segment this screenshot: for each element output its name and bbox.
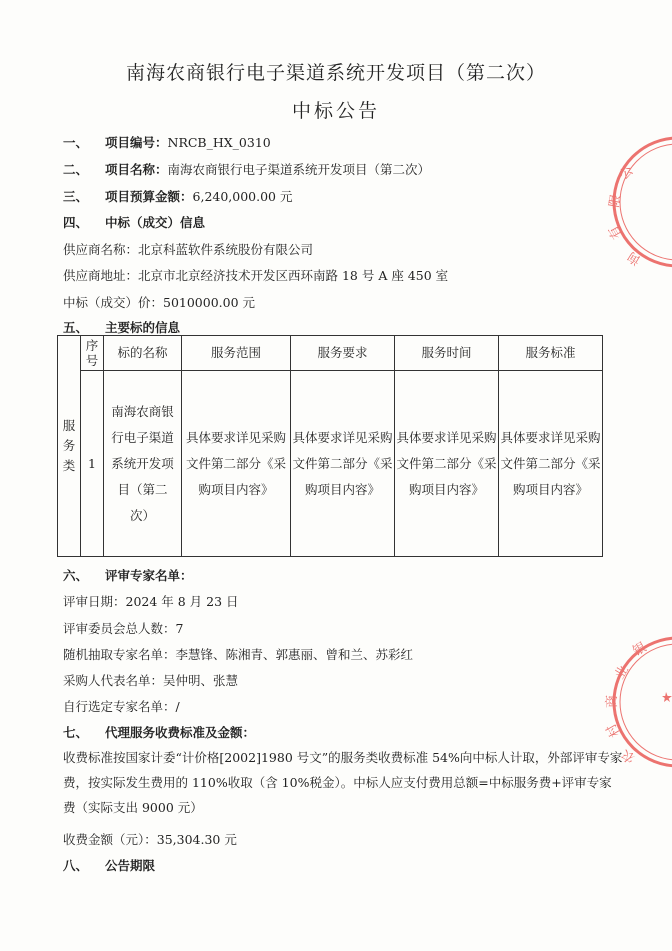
svg-text:村: 村 (603, 720, 624, 740)
row-item-name: 南海农商银行电子渠道系统开发项目（第二次） (104, 371, 182, 557)
svg-text:农: 农 (619, 746, 638, 766)
section-2-row (105, 160, 430, 178)
header-standard: 服务标准 (499, 336, 603, 371)
agency-fee-heading: 代理服务收费标准及金额： (105, 725, 256, 740)
buyer-representatives: 采购人代表名单：吴仲明、张慧 (63, 673, 239, 688)
review-experts-heading: 评审专家名单： (105, 568, 193, 583)
row-time: 具体要求详见采购文件第二部分《采购项目内容》 (395, 371, 499, 557)
document-subtitle: 中标公告 (291, 100, 380, 122)
section-7-number: 七、 (63, 725, 89, 740)
header-item-name: 标的名称 (104, 336, 182, 371)
self-selected-experts: 自行选定专家名单：/ (63, 699, 180, 714)
section-5-number: 五、 (63, 320, 89, 335)
header-time: 服务时间 (395, 336, 499, 371)
review-count: 评审委员会总人数：7 (63, 621, 184, 636)
svg-text:公: 公 (616, 163, 637, 184)
section-1-number: 一、 (63, 135, 89, 150)
section-8-number: 八、 (63, 858, 89, 873)
company-seal-top (606, 130, 672, 280)
project-name-value: 南海农商银行电子渠道系统开发项目（第二次） (167, 162, 431, 177)
project-number-label: 项目编号： (105, 135, 168, 150)
section-2-number: 二、 (63, 162, 89, 177)
budget-value: 6,240,000.00 元 (192, 189, 293, 204)
review-date: 评审日期：2024 年 8 月 23 日 (63, 594, 239, 609)
header-scope: 服务范围 (182, 336, 291, 371)
header-index: 序号 (81, 336, 104, 371)
section-3-number: 三、 (63, 189, 89, 204)
svg-text:银: 银 (630, 639, 650, 660)
svg-text:限: 限 (607, 193, 625, 209)
project-number-value: NRCB_HX_0310 (167, 135, 271, 150)
supplier-address: 供应商地址：北京市北京经济技术开发区西环南路 18 号 A 座 450 室 (63, 268, 449, 283)
fee-paragraph: 收费标准按国家计委“计价格[2002]1980 号文”的服务类收费标准 54%向中标人计取，外部评审专家费，按实际发生费用的 110%收取（含 10%税金）。中标人应支付费用总额=中标服务费+评审专家费（实际支出 9000 元） (63, 750, 623, 815)
category-cell: 服务类 (58, 336, 81, 557)
svg-text:商: 商 (605, 694, 620, 708)
supplier-name: 供应商名称：北京科蓝软件系统股份有限公司 (63, 242, 314, 257)
row-index: 1 (81, 371, 104, 557)
row-standard: 具体要求详见采购文件第二部分《采购项目内容》 (499, 371, 603, 557)
table-header-row (58, 336, 603, 371)
table-row (58, 371, 603, 557)
bank-seal-bottom (603, 628, 672, 778)
svg-text:询: 询 (625, 248, 644, 268)
project-name-label: 项目名称： (105, 162, 168, 177)
header-requirement: 服务要求 (291, 336, 395, 371)
winning-price: 中标（成交）价：5010000.00 元 (63, 295, 256, 310)
row-requirement: 具体要求详见采购文件第二部分《采购项目内容》 (291, 371, 395, 557)
main-item-heading: 主要标的信息 (105, 320, 181, 335)
document-title: 南海农商银行电子渠道系统开发项目（第二次） (125, 62, 546, 84)
fee-amount: 收费金额（元）：35,304.30 元 (63, 832, 237, 847)
section-1-row (105, 133, 271, 151)
svg-text:有: 有 (605, 222, 626, 242)
winner-info-heading: 中标（成交）信息 (105, 215, 206, 230)
section-6-number: 六、 (63, 568, 89, 583)
section-3-row (105, 187, 293, 205)
announcement-period-heading: 公告期限 (105, 858, 156, 873)
svg-text:业: 业 (612, 663, 632, 682)
budget-label: 项目预算金额： (105, 189, 193, 204)
random-experts: 随机抽取专家名单：李慧锋、陈湘青、郭惠丽、曾和兰、苏彩红 (63, 647, 414, 662)
row-scope: 具体要求详见采购文件第二部分《采购项目内容》 (182, 371, 291, 557)
main-item-table (57, 335, 603, 557)
section-4-number: 四、 (63, 215, 89, 230)
